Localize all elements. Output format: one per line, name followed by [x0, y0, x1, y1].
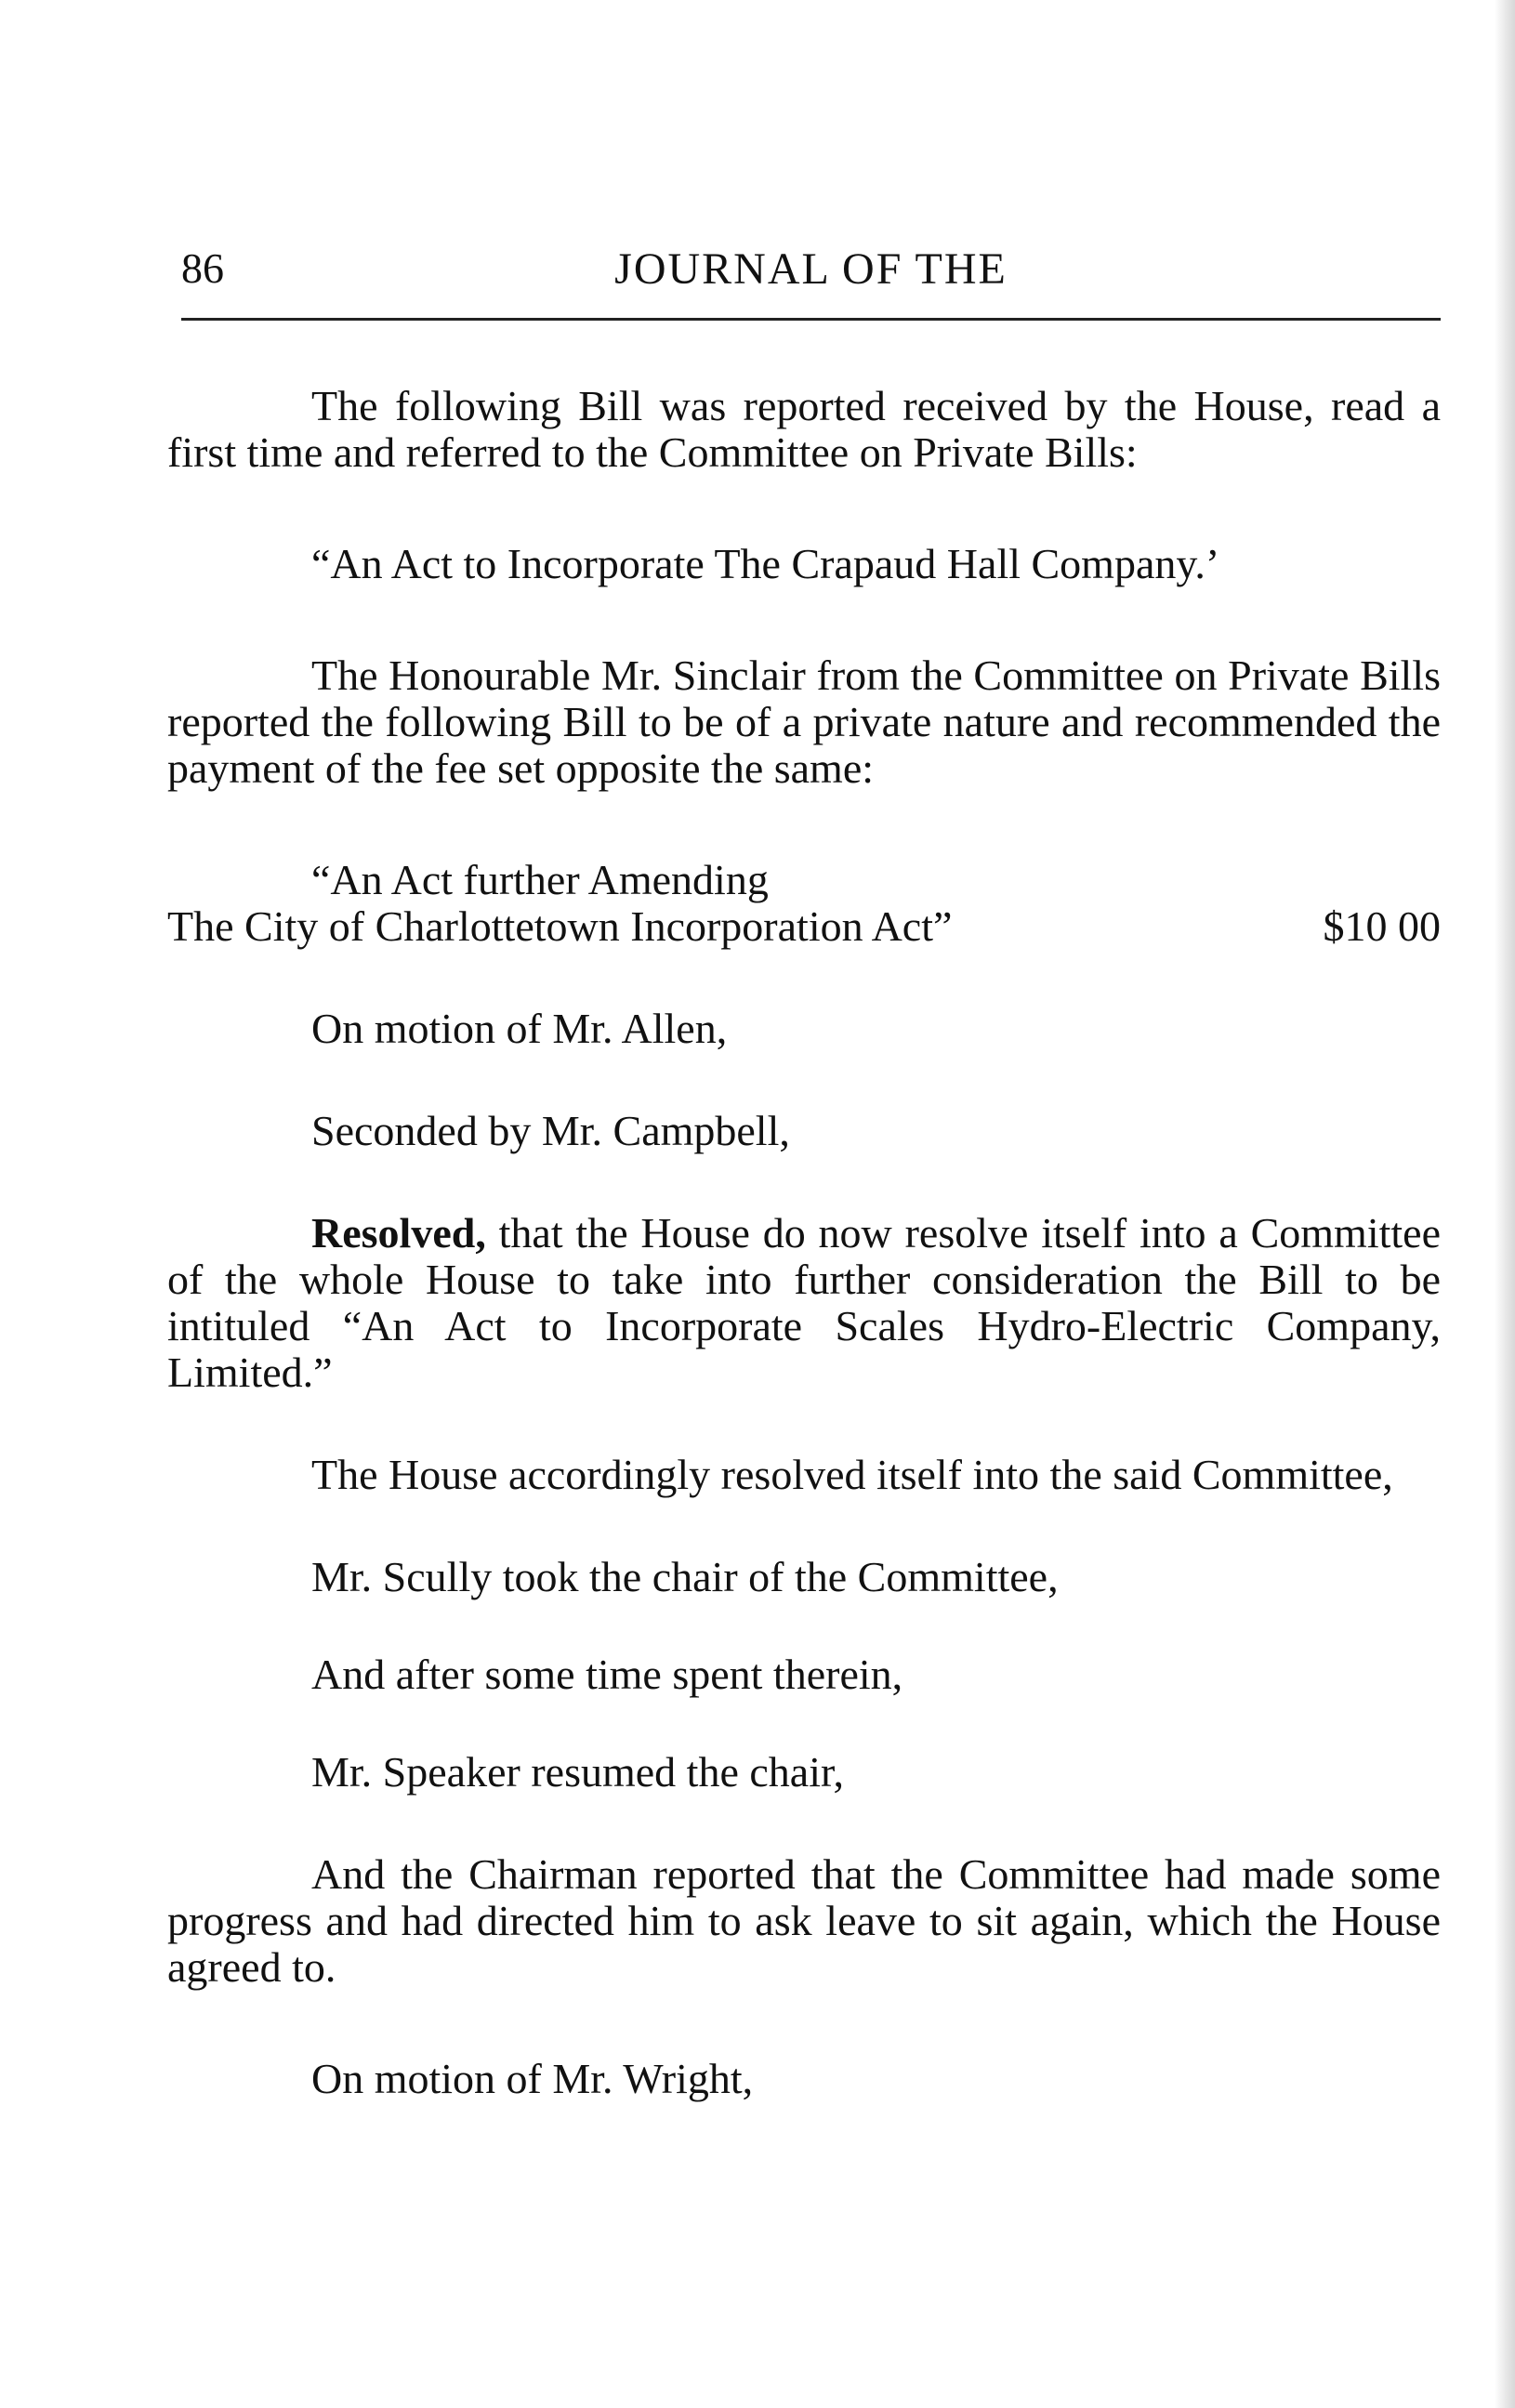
paragraph-committee-report	[167, 652, 1441, 792]
motion-allen: On motion of Mr. Allen,	[311, 1005, 728, 1052]
chair-taken: Mr. Scully took the chair of the Committee,	[311, 1553, 1059, 1600]
time-spent: And after some time spent therein,	[311, 1651, 903, 1698]
page-header	[181, 243, 1441, 316]
resolved-text: that the House do now resolve itself into a Committee of the whole House to take into further consideration the Bill to be intituled “An Act to Incorporate Scales Hydro-Electric Company, Limited.”	[167, 1209, 1441, 1396]
bill-fee-line	[167, 903, 1441, 950]
paragraph-bill-received	[167, 383, 1441, 476]
speaker-resumed: Mr. Speaker resumed the chair,	[311, 1748, 844, 1796]
page-body	[167, 383, 1441, 2102]
paragraph-chairman-report-text: And the Chairman reported that the Committee had made some progress and had directed him to ask leave to sit again, which the House agreed to.	[167, 1850, 1441, 1991]
paragraph-bill-received-text: The following Bill was reported received by the House, read a first time and referred to the Committee on Private Bills:	[167, 382, 1441, 476]
page-number: 86	[181, 244, 224, 292]
bill-title-line-1: “An Act further Amending	[311, 856, 769, 903]
motion-wright: On motion of Mr. Wright,	[311, 2055, 754, 2102]
resolved-word: Resolved,	[311, 1209, 486, 1257]
seconded-campbell: Seconded by Mr. Campbell,	[311, 1107, 790, 1154]
paragraph-resolved	[167, 1210, 1441, 1396]
header-rule	[181, 318, 1441, 321]
paragraph-resolved-committee-text: The House accordingly resolved itself into the said Committee,	[311, 1451, 1393, 1498]
paragraph-resolved-committee	[167, 1452, 1441, 1498]
bill-title-crapaud: “An Act to Incorporate The Crapaud Hall Company.’	[311, 540, 1220, 587]
paragraph-chairman-report	[167, 1851, 1441, 1991]
paragraph-committee-report-text: The Honourable Mr. Sinclair from the Committee on Private Bills reported the following Bill to be of a private nature and recommended the payment of the fee set opposite the same:	[167, 651, 1441, 792]
bill-title-line-2: The City of Charlottetown Incorporation Act”	[167, 902, 953, 950]
running-head: JOURNAL OF THE	[614, 244, 1008, 294]
page-edge-shadow	[1495, 0, 1515, 2408]
bill-fee: $10 00	[1323, 902, 1441, 950]
